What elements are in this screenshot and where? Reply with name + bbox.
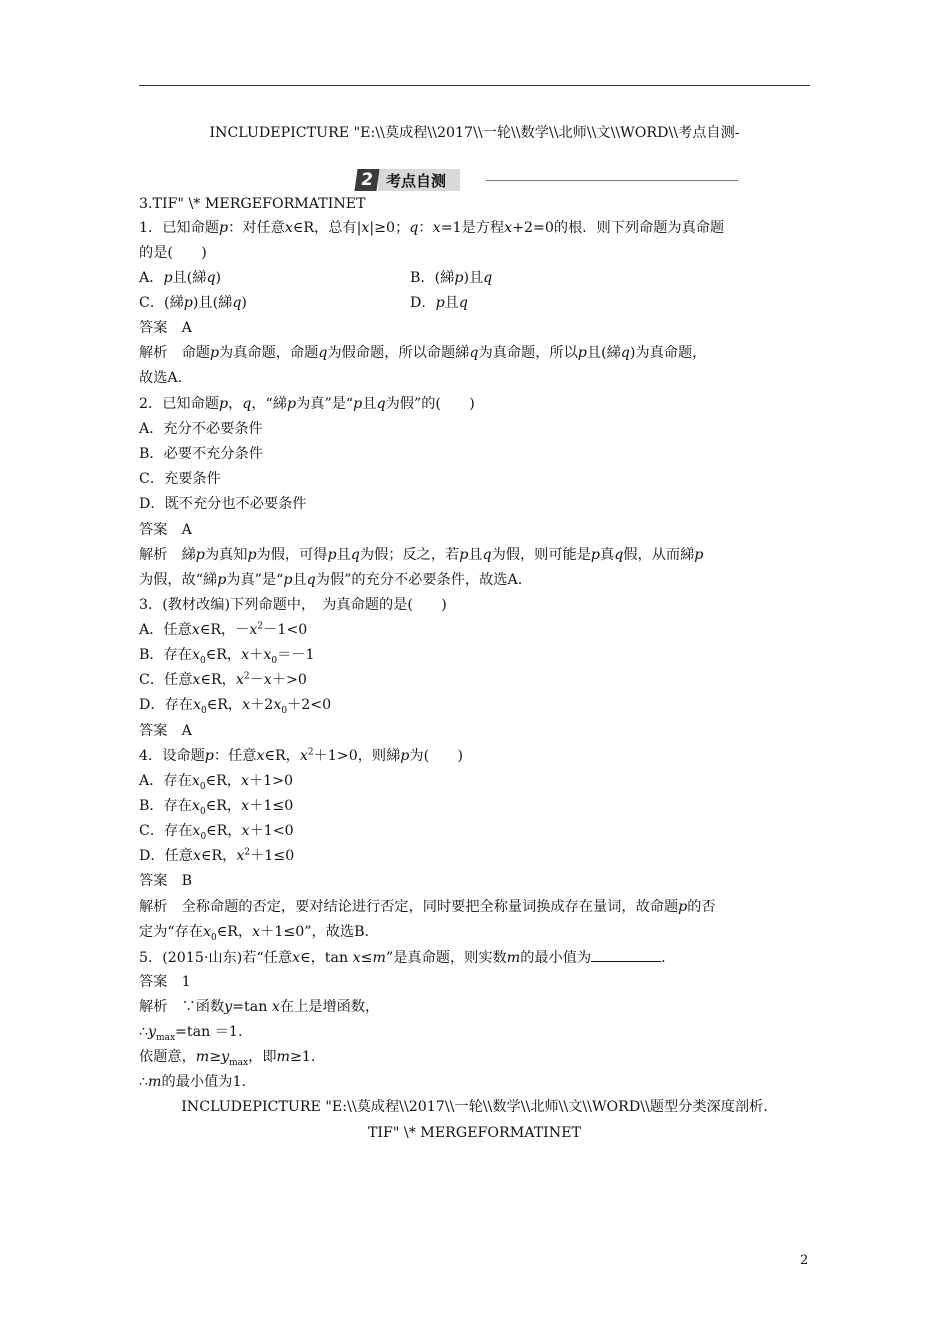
section-title: 考点自测: [378, 169, 460, 191]
q5-analysis-step2: $\therefore y_{max}=\tan =1$.: [139, 1024, 243, 1043]
q5-analysis-step4: ∴m的最小值为1.: [139, 1074, 246, 1090]
include-field-footer-cont: TIF" \* MERGEFORMATINET: [367, 1125, 582, 1141]
q1-analysis-cont: 故选A.: [139, 370, 183, 386]
q3-option-d: D．存在$x_0\in R$，$x+2x_0+2<0$: [139, 697, 332, 716]
section-badge: [356, 168, 460, 192]
q4-option-a: A．存在$x_0\in R$，x＋1>0: [139, 773, 294, 792]
q3-stem: 3．(教材改编)下列命题中， 为真命题的是( ): [139, 597, 447, 613]
q1-stem-cont: 的是( ): [139, 245, 207, 261]
q2-option-c: C．充要条件: [139, 471, 221, 487]
q3-option-c: C．任意x∈R，$x^2-x+>0$: [139, 671, 307, 688]
q2-answer: 答案 A: [139, 522, 192, 538]
q4-option-b: B．存在$x_0\in R$，x＋1≤0: [139, 798, 294, 817]
section-rule: [486, 180, 738, 181]
q5-analysis: 解析 ∵函数y=tan x在上是增函数，: [139, 999, 380, 1015]
page-number: 2: [800, 1253, 809, 1268]
q4-option-d: D．任意x∈R，$x^2+1\le 0$: [139, 847, 295, 864]
include-field-footer: INCLUDEPICTURE "E:\\莫成程\\2017\\一轮\\数学\\北师\\文\\WORD\\题型分类深度剖析.: [181, 1099, 768, 1115]
section-number: 2: [354, 169, 379, 191]
q5-answer: 答案 1: [139, 974, 191, 990]
q1-option-b: B．(綈p)且q: [410, 270, 493, 286]
q3-option-a: A．任意x∈R，$-x^2-1<0$: [139, 621, 308, 638]
q1-stem: 1．已知命题p：对任意x∈R，总有|x|≥0；q：x=1是方程x+2=0的根．则下列命题为真命题: [139, 220, 725, 236]
q4-analysis: 解析 全称命题的否定，要对结论进行否定，同时要把全称量词换成存在量词，故命题p的否: [139, 899, 716, 915]
q1-option-c: C．(綈p)且(綈q): [139, 295, 247, 311]
q1-answer: 答案 A: [139, 320, 192, 336]
q2-stem: 2．已知命题p，q，“綈p为真”是“p且q为假”的( ): [139, 396, 475, 412]
q3-answer: 答案 A: [139, 723, 192, 739]
q1-option-d: D．p且q: [410, 295, 468, 311]
q3-option-b: B．存在$x_0\in R$，$x+x_0=-1$: [139, 647, 315, 666]
include-field-header: INCLUDEPICTURE "E:\\莫成程\\2017\\一轮\\数学\\北师\\文\\WORD\\考点自测-: [209, 125, 740, 141]
top-rule: [139, 85, 810, 86]
q2-option-a: A．充分不必要条件: [139, 421, 263, 437]
q5-stem: 5．(2015·山东)若“任意x∈，tan x≤m”是真命题，则实数m的最小值为 .: [139, 947, 666, 968]
q4-option-c: C．存在$x_0\in R$，x＋1<0: [139, 823, 294, 842]
q1-analysis: 解析 命题p为真命题，命题q为假命题，所以命题綈q为真命题，所以p且(綈q)为真命题，: [139, 345, 707, 361]
q2-option-b: B．必要不充分条件: [139, 446, 263, 462]
q4-stem: 4．设命题p：任意x∈R，$x^2+1>0$，则綈p为( ): [139, 747, 464, 764]
include-field-header-cont: 3.TIF" \* MERGEFORMATINET: [139, 196, 366, 212]
q2-analysis-cont: 为假，故“綈p为真”是“p且q为假”的充分不必要条件，故选A.: [139, 572, 523, 588]
q5-analysis-step3: 依题意，$m\ge y_{max}$，即m≥1.: [139, 1049, 316, 1068]
q1-option-a: A．p且(綈q): [139, 270, 222, 286]
q4-analysis-cont: 定为“存在$x_0\in R$，x＋1≤0”，故选B.: [139, 924, 370, 943]
q2-option-d: D．既不充分也不必要条件: [139, 496, 307, 512]
answer-blank: [591, 947, 661, 962]
q4-answer: 答案 B: [139, 873, 192, 889]
q2-analysis: 解析 綈p为真知p为假，可得p且q为假；反之，若p且q为假，则可能是p真q假，从而綈p: [139, 547, 704, 563]
